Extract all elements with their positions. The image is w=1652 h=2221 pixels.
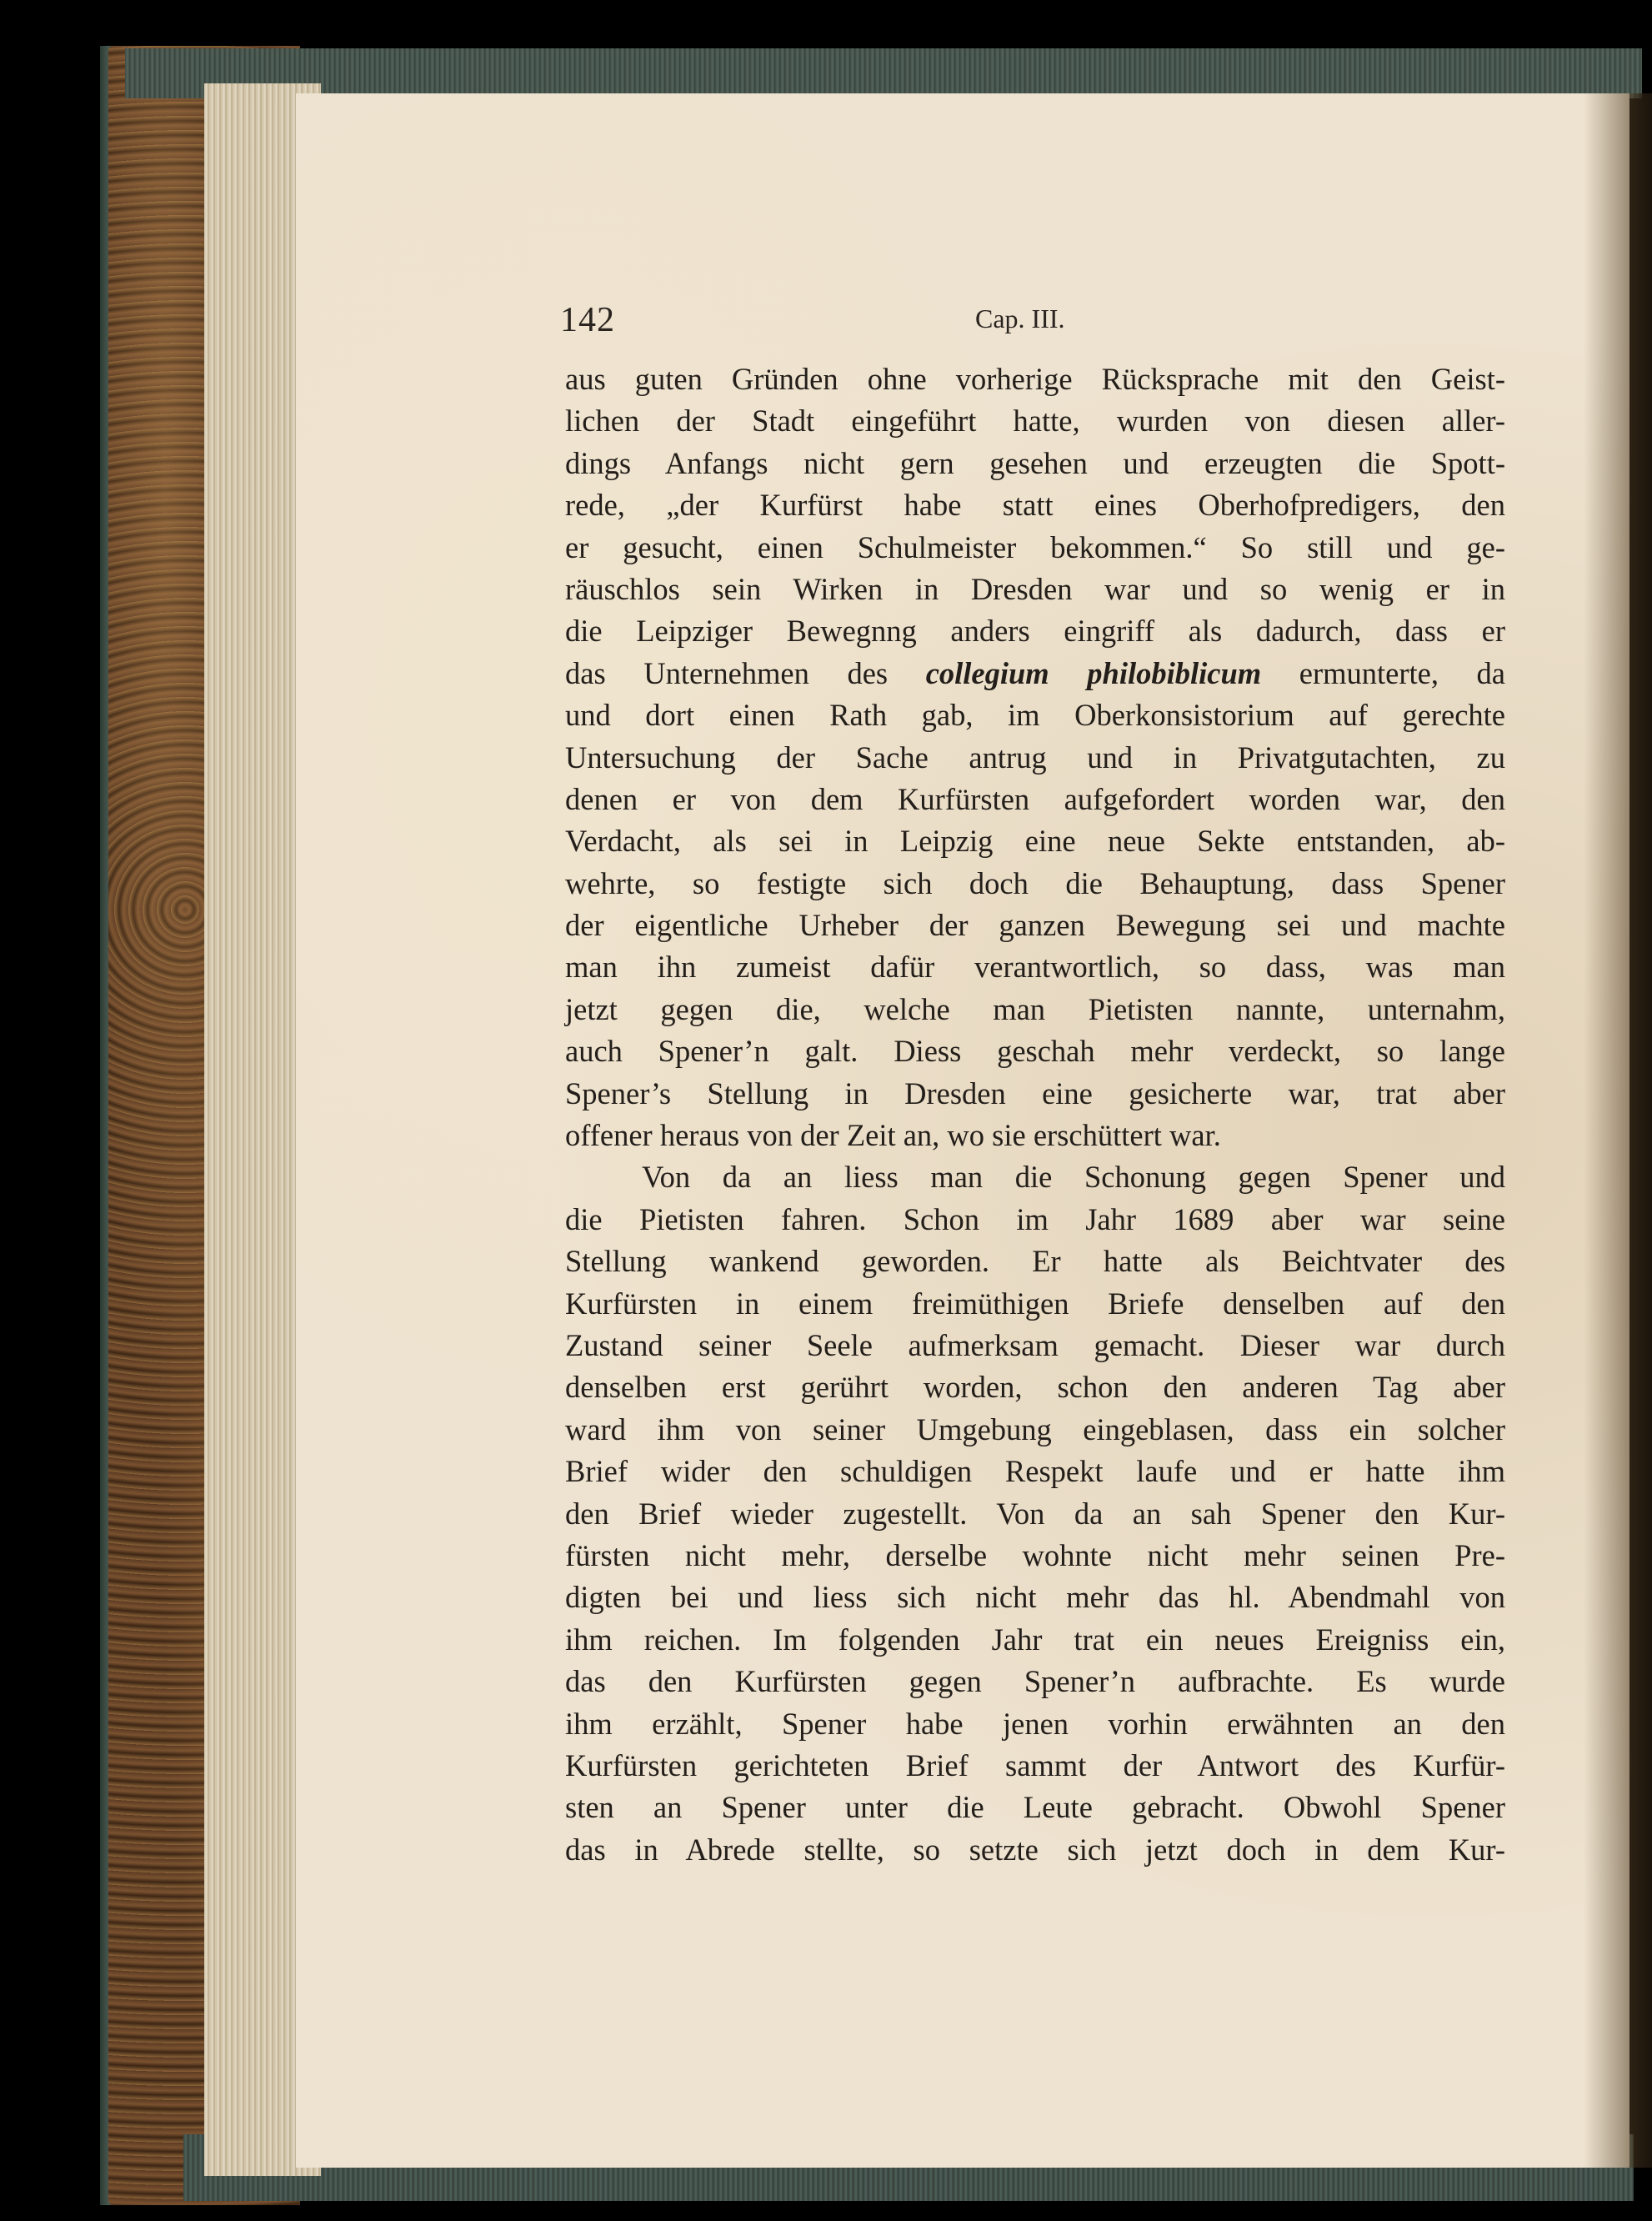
text-line: denen er von dem Kurfürsten aufgefordert worden war, den [565, 781, 1505, 816]
text-line: Kurfürsten gerichteten Brief sammt der Antwort des Kurfür- [565, 1747, 1505, 1782]
text-line: denselben erst gerührt worden, schon den anderen Tag aber [565, 1370, 1505, 1405]
text-line: fürsten nicht mehr, derselbe wohnte nicht mehr seinen Pre- [565, 1537, 1505, 1572]
text-line: jetzt gegen die, welche man Pietisten nannte, unternahm, [565, 991, 1505, 1026]
page-number: 142 [560, 301, 615, 339]
text-line: das den Kurfürsten gegen Spener’n aufbrachte. Es wurde [565, 1664, 1505, 1699]
text-line: Kurfürsten in einem freimüthigen Briefe denselben auf den [565, 1286, 1505, 1321]
text-line: Zustand seiner Seele aufmerksam gemacht. Dieser war durch [565, 1327, 1505, 1362]
text-line: das in Abrede stellte, so setzte sich jetzt doch in dem Kur- [565, 1832, 1505, 1867]
text-line: Untersuchung der Sache antrug und in Privatgutachten, zu [565, 739, 1505, 775]
text-line: Spener’s Stellung in Dresden eine gesicherte war, trat aber [565, 1075, 1505, 1110]
italic-phrase: collegium philobiblicum [925, 655, 1262, 690]
text-line: Stellung wankend geworden. Er hatte als Beichtvater des [565, 1244, 1505, 1279]
text-line: der eigentliche Urheber der ganzen Bewegung sei und machte [565, 908, 1505, 943]
text-line: lichen der Stadt eingeführt hatte, wurden von diesen aller- [565, 404, 1505, 439]
text-line: und dort einen Rath gab, im Oberkonsistorium auf gerechte [565, 698, 1505, 733]
text-line: ihm erzählt, Spener habe jenen vorhin erwähnten an den [565, 1706, 1505, 1741]
text-line: Verdacht, als sei in Leipzig eine neue Sekte entstanden, ab- [565, 824, 1505, 859]
text-line: dings Anfangs nicht gern gesehen und erzeugten die Spott- [565, 445, 1505, 480]
chapter-label: Cap. III. [975, 303, 1065, 333]
text-line: auch Spener’n galt. Diess geschah mehr verdeckt, so lange [565, 1034, 1505, 1069]
text-line: ihm reichen. Im folgenden Jahr trat ein neues Ereigniss ein, [565, 1622, 1505, 1657]
text-line: sten an Spener unter die Leute gebracht. Obwohl Spener [565, 1790, 1505, 1825]
text-segment: das Unternehmen des [565, 655, 889, 690]
text-line: die Pietisten fahren. Schon im Jahr 1689 aber war seine [565, 1201, 1505, 1236]
text-line: aus guten Gründen ohne vorherige Rücksprache mit den Geist- [565, 362, 1505, 396]
body-text [565, 358, 1505, 1871]
text-line: digten bei und liess sich nicht mehr das hl. Abendmahl von [565, 1580, 1505, 1615]
text-line: wehrte, so festigte sich doch die Behauptung, dass Spener [565, 865, 1505, 900]
text-line: offener heraus von der Zeit an, wo sie erschüttert war. [565, 1118, 1221, 1153]
gutter-shadow [1584, 93, 1652, 2168]
running-head [560, 300, 1519, 350]
text-line: räuschlos sein Wirken in Dresden war und so wenig er in [565, 571, 1505, 606]
text-line: ward ihm von seiner Umgebung eingeblasen, dass ein solcher [565, 1411, 1505, 1446]
text-line: den Brief wieder zugestellt. Von da an sah Spener den Kur- [565, 1496, 1505, 1531]
text-line: er gesucht, einen Schulmeister bekommen.“ So still und ge- [565, 529, 1505, 564]
text-line: Brief wider den schuldigen Respekt laufe und er hatte ihm [565, 1454, 1505, 1489]
text-line: die Leipziger Bewegnng anders eingriff als dadurch, dass er [565, 614, 1505, 649]
text-segment: ermunterte, da [1299, 655, 1505, 690]
text-line-with-italic [565, 653, 1505, 694]
text-line: man ihn zumeist dafür verantwortlich, so dass, was man [565, 950, 1505, 985]
text-line: rede, „der Kurfürst habe statt eines Oberhofpredigers, den [565, 488, 1505, 523]
top-cloth-edge [125, 48, 1642, 98]
paragraph-start-line: Von da an liess man die Schonung gegen Spener und [642, 1160, 1505, 1195]
